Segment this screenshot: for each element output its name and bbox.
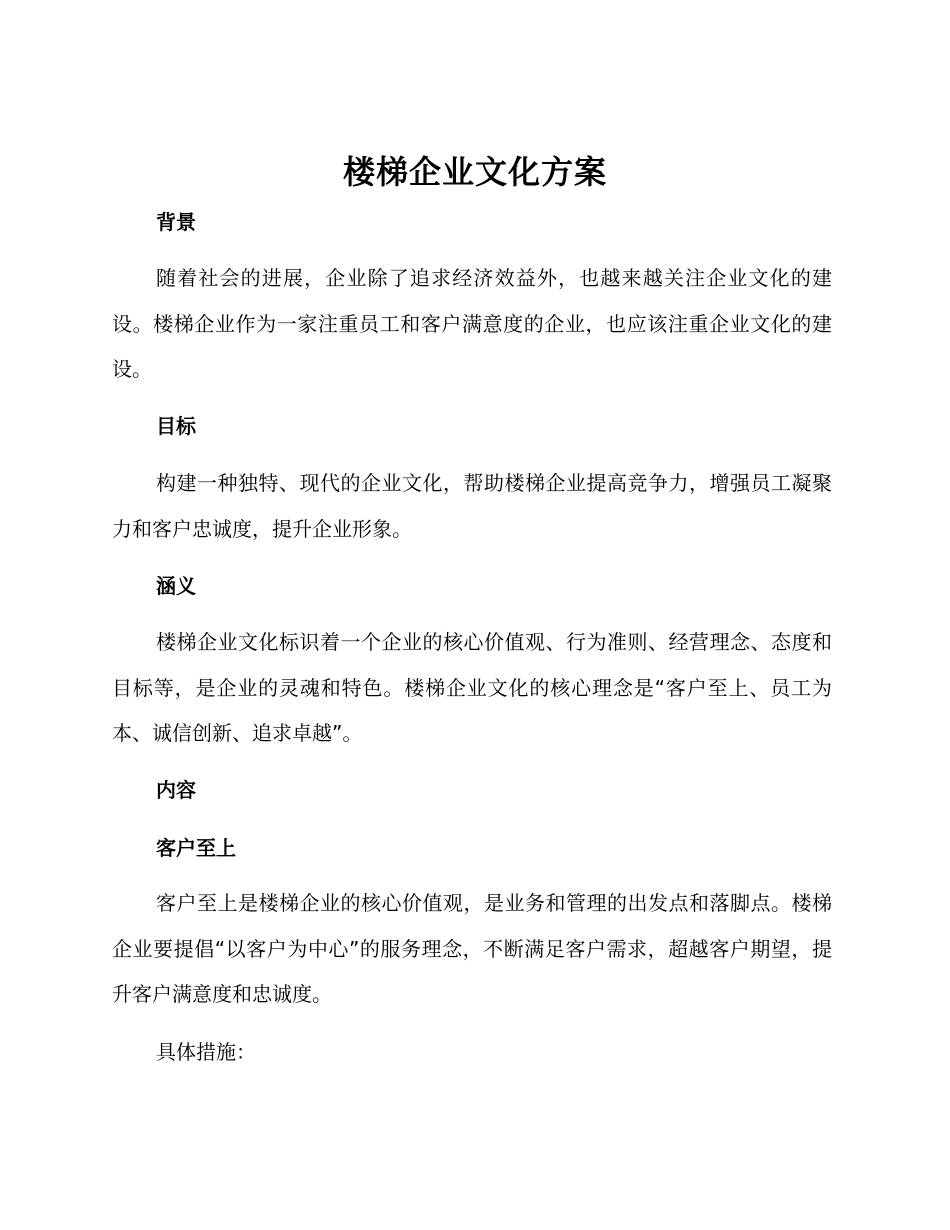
section-heading-goal: 目标 (156, 414, 196, 438)
section-heading-background: 背景 (156, 210, 196, 234)
section-heading-content: 内容 (156, 778, 196, 802)
section-paragraph-meaning: 楼梯企业文化标识着一个企业的核心价值观、行为准则、经营理念、态度和目标等，是企业的灵魂和特色。楼梯企业文化的核心理念是“客户至上、员工为本、诚信创新、追求卓越”。 (112, 630, 832, 745)
section-paragraph-goal: 构建一种独特、现代的企业文化，帮助楼梯企业提高竞争力，增强员工凝聚力和客户忠诚度，提升企业形象。 (112, 471, 832, 541)
section-heading-meaning: 涵义 (156, 574, 196, 598)
section-paragraph-background: 随着社会的进展，企业除了追求经济效益外，也越来越关注企业文化的建设。楼梯企业作为一家注重员工和客户满意度的企业，也应该注重企业文化的建设。 (112, 266, 832, 381)
document-title: 楼梯企业文化方案 (342, 153, 607, 191)
section-paragraph-customer-first: 客户至上是楼梯企业的核心价值观，是业务和管理的出发点和落脚点。楼梯企业要提倡“以客户为中心”的服务理念，不断满足客户需求，超越客户期望，提升客户满意度和忠诚度。 (112, 891, 832, 1006)
section-heading-customer-first: 客户至上 (156, 836, 236, 860)
closing-line: 具体措施： (156, 1040, 256, 1064)
